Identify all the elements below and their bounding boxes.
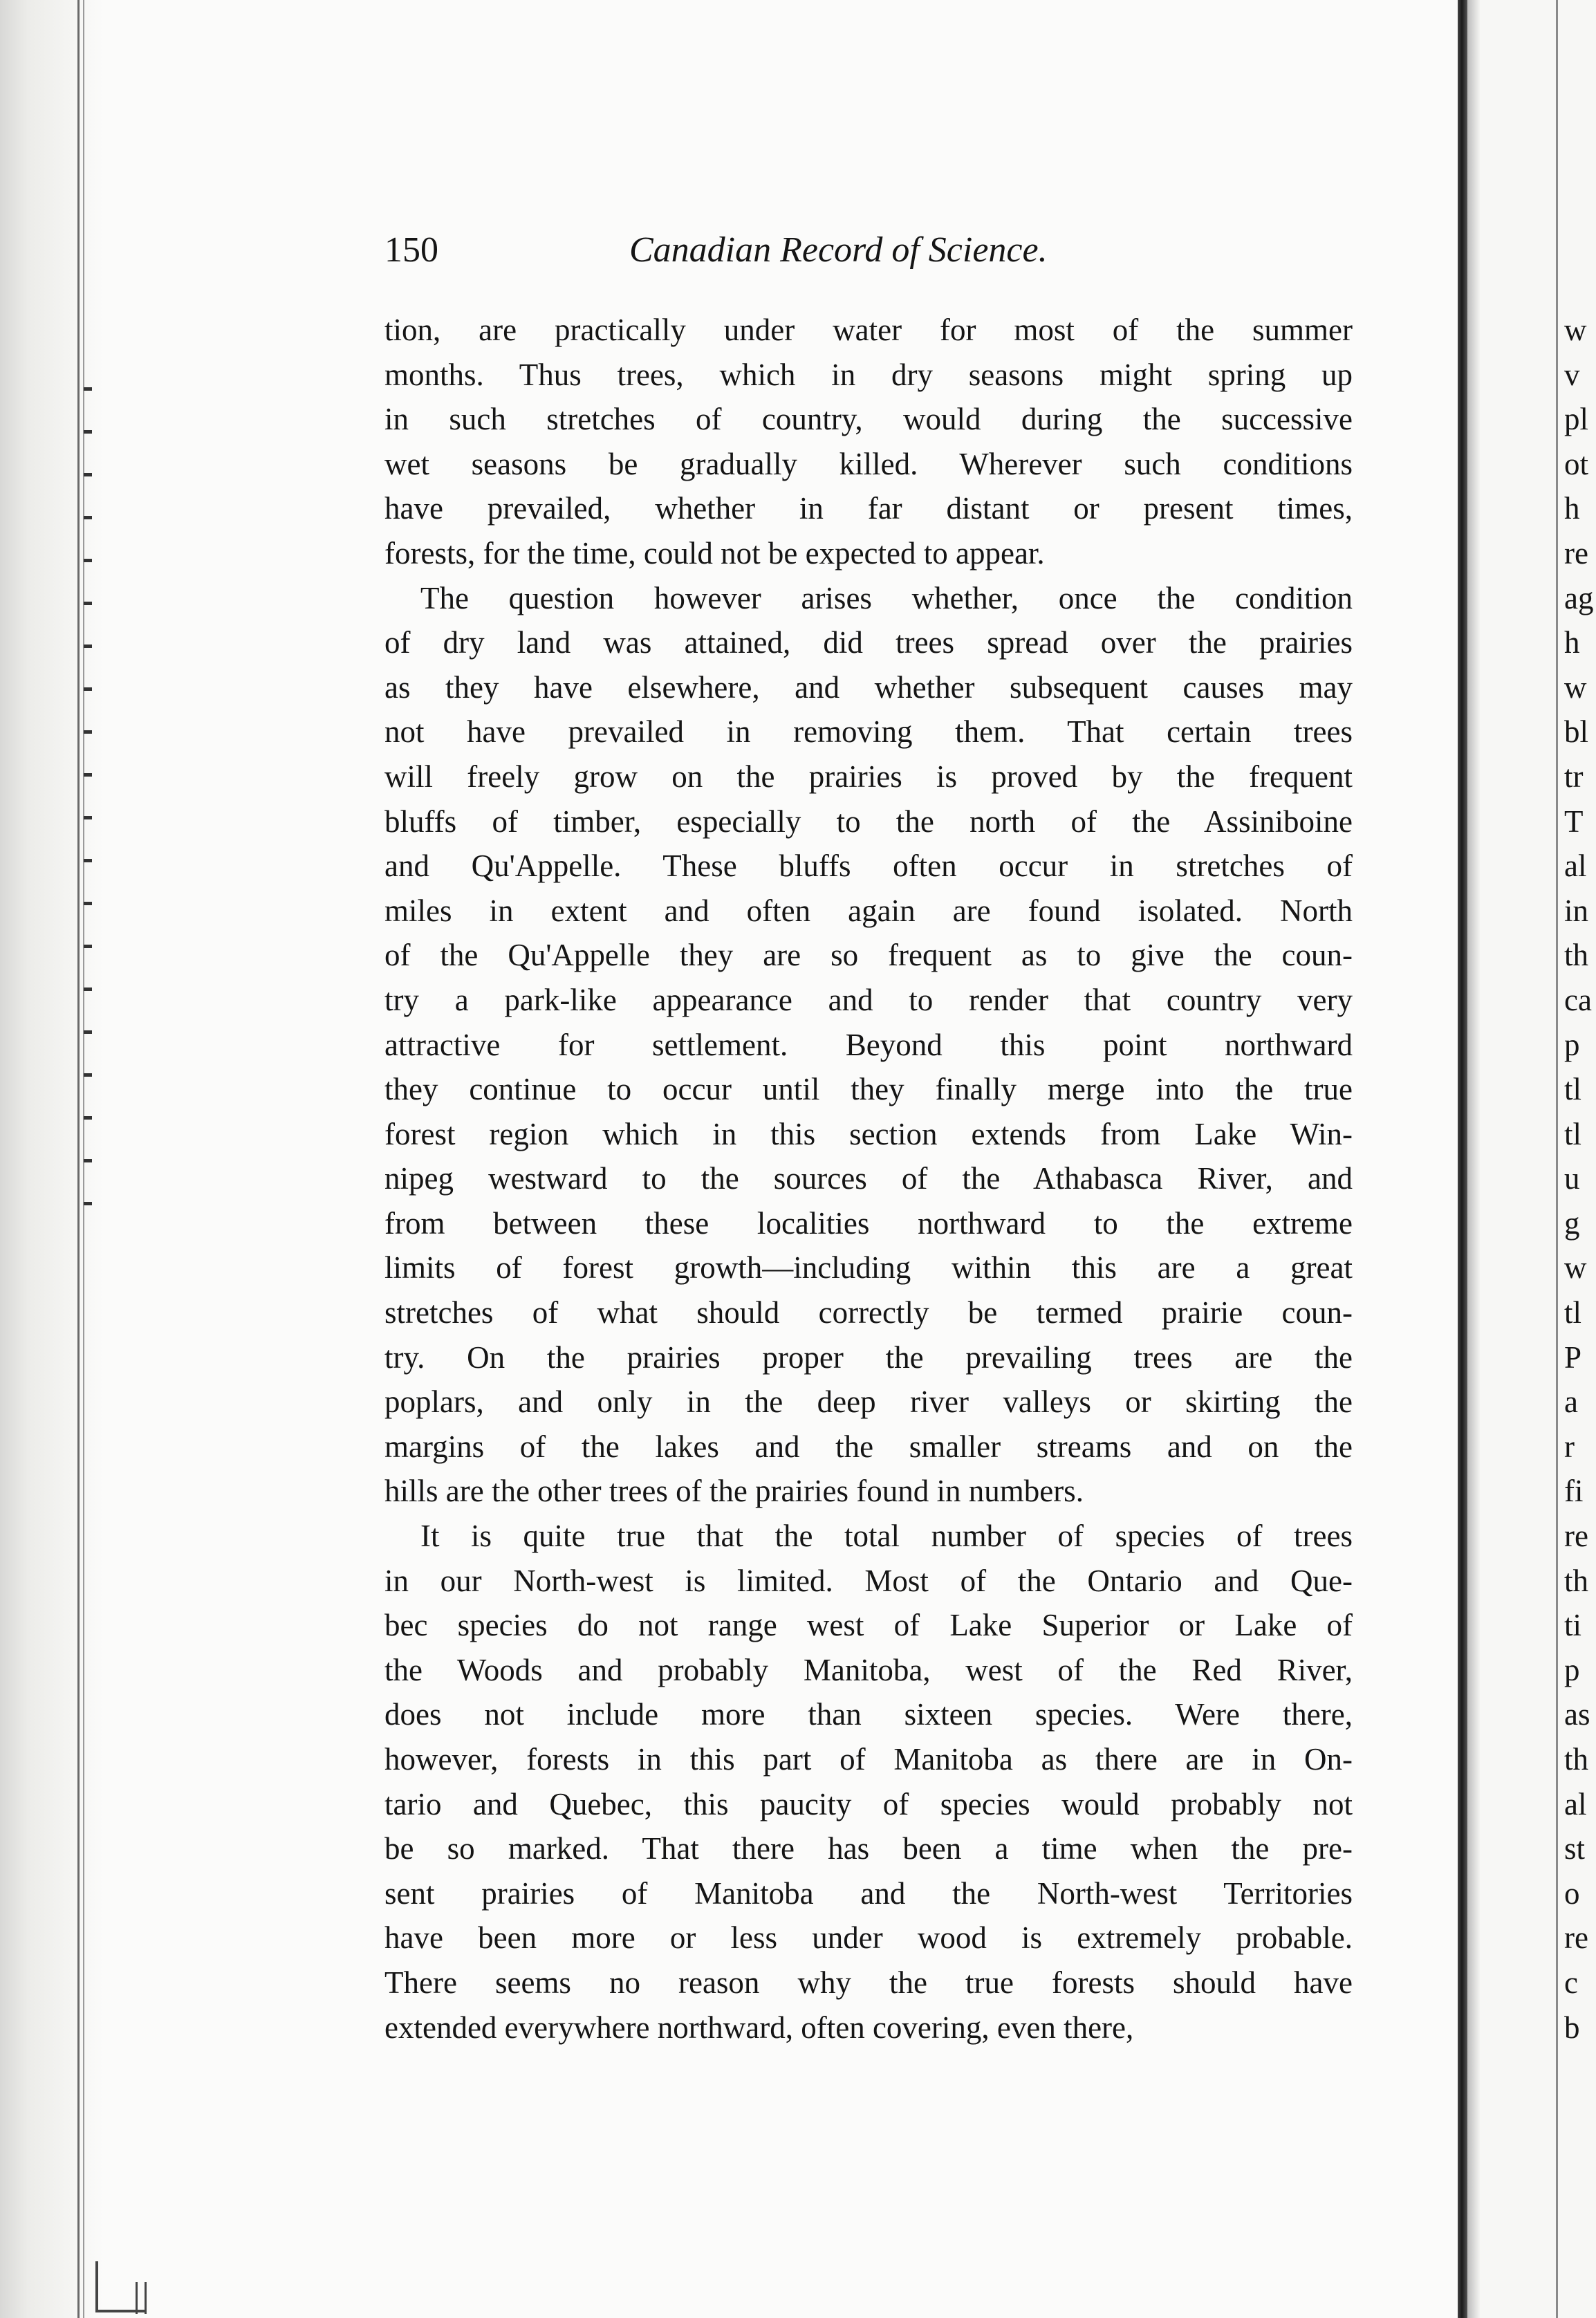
text-line: not have prevailed in removing them. That certain trees	[384, 714, 1353, 750]
facing-page-fragment: tr	[1564, 759, 1584, 794]
page-number: 150	[384, 230, 438, 270]
text-line: of dry land was attained, did trees spread over the prairies	[384, 625, 1353, 660]
facing-page-fragment: tl	[1564, 1295, 1582, 1330]
facing-page-fragment: b	[1564, 2010, 1580, 2045]
facing-page-fragment: r	[1564, 1429, 1575, 1464]
text-line: months. Thus trees, which in dry seasons might spring up	[384, 357, 1353, 392]
text-line: have been more or less under wood is extremely probable.	[384, 1920, 1353, 1956]
facing-page-fragment: pl	[1564, 402, 1589, 437]
text-line: the Woods and probably Manitoba, west of the Red River,	[384, 1652, 1353, 1687]
text-line: nipeg westward to the sources of the Athabasca River, and	[384, 1161, 1353, 1196]
facing-page-fragment: ot	[1564, 446, 1589, 481]
text-line: limits of forest growth—including within this are a great	[384, 1250, 1353, 1286]
facing-page-fragment: al	[1564, 1786, 1587, 1821]
text-line: miles in extent and often again are found isolated. North	[384, 893, 1353, 928]
text-line: sent prairies of Manitoba and the North-west Territories	[384, 1875, 1353, 1911]
text-line: attractive for settlement. Beyond this point northward	[384, 1027, 1353, 1062]
corner-tab-mark	[136, 2282, 147, 2314]
text-line: stretches of what should correctly be termed prairie coun-	[384, 1295, 1353, 1330]
facing-page-fragment: th	[1564, 1563, 1589, 1598]
facing-page-fragment: fi	[1564, 1474, 1584, 1509]
gutter-shadow	[1467, 0, 1480, 2318]
facing-page-fragment: w	[1564, 669, 1587, 705]
text-line: from between these localities northward to the extreme	[384, 1205, 1353, 1241]
facing-page-fragment: tl	[1564, 1072, 1582, 1107]
text-line: as they have elsewhere, and whether subsequent causes may	[384, 669, 1353, 705]
facing-page-fragment: in	[1564, 893, 1589, 928]
text-line: however, forests in this part of Manitoba as there are in On-	[384, 1742, 1353, 1777]
facing-page-fragment: c	[1564, 1965, 1578, 2000]
facing-page-fragment: w	[1564, 1250, 1587, 1286]
running-header	[384, 223, 1353, 278]
text-line: bec species do not range west of Lake Superior or Lake of	[384, 1608, 1353, 1643]
text-line: and Qu'Appelle. These bluffs often occur in stretches of	[384, 849, 1353, 884]
text-line: It is quite true that the total number of species of trees	[420, 1519, 1353, 1554]
facing-page-fragment: w	[1564, 313, 1587, 347]
facing-page-fragment: th	[1564, 938, 1589, 973]
text-line: forest region which in this section extends from Lake Win-	[384, 1116, 1353, 1151]
body-text	[384, 308, 1353, 2050]
text-line: will freely grow on the prairies is proved by the frequent	[384, 759, 1353, 794]
text-line: be so marked. That there has been a time when the pre-	[384, 1831, 1353, 1866]
facing-page-fragment: bl	[1564, 714, 1589, 750]
facing-page-fragment: st	[1564, 1831, 1586, 1866]
left-binding-rule	[77, 0, 80, 2318]
facing-page-fragment: h	[1564, 625, 1580, 660]
text-line: poplars, and only in the deep river valleys or skirting the	[384, 1384, 1353, 1420]
facing-page-fragment: p	[1564, 1652, 1580, 1687]
facing-page-fragment: th	[1564, 1742, 1589, 1777]
facing-page-fragment: ti	[1564, 1608, 1582, 1643]
text-line: try. On the prairies proper the prevailing trees are the	[384, 1339, 1353, 1375]
text-line: margins of the lakes and the smaller streams and on the	[384, 1429, 1353, 1464]
facing-page-fragment: re	[1564, 535, 1588, 571]
facing-page-fragment: as	[1564, 1697, 1590, 1732]
facing-page-fragment: g	[1564, 1205, 1580, 1241]
text-line: try a park-like appearance and to render that country very	[384, 982, 1353, 1017]
text-line: hills are the other trees of the prairies found in numbers.	[384, 1474, 1084, 1509]
facing-page-fragment: ca	[1564, 982, 1592, 1017]
text-line: have prevailed, whether in far distant or present times,	[384, 491, 1353, 526]
text-line: does not include more than sixteen species. Were there,	[384, 1697, 1353, 1732]
facing-page-fragment: ag	[1564, 580, 1594, 615]
facing-page-fragment: v	[1564, 357, 1580, 392]
text-line: extended everywhere northward, often covering, even there,	[384, 2010, 1134, 2045]
facing-page-fragment: a	[1564, 1384, 1578, 1420]
book-spine-gutter	[1458, 0, 1467, 2318]
facing-page-fragment: re	[1564, 1920, 1588, 1956]
facing-page-fragment: al	[1564, 849, 1587, 884]
text-line: in such stretches of country, would during the successive	[384, 402, 1353, 437]
facing-page-edge	[1556, 0, 1558, 2318]
facing-page-fragment: o	[1564, 1875, 1580, 1911]
facing-page-fragment: T	[1564, 804, 1584, 839]
text-line: they continue to occur until they finally merge into the true	[384, 1072, 1353, 1107]
text-line: of the Qu'Appelle they are so frequent as to give the coun-	[384, 938, 1353, 973]
facing-page-fragment: re	[1564, 1519, 1588, 1554]
facing-page-fragment: u	[1564, 1161, 1580, 1196]
facing-page-fragment: tl	[1564, 1116, 1582, 1151]
text-line: wet seasons be gradually killed. Wherever such conditions	[384, 446, 1353, 481]
facing-page-fragment: h	[1564, 491, 1580, 526]
text-line: in our North-west is limited. Most of the Ontario and Que-	[384, 1563, 1353, 1598]
binding-stitch-marks	[84, 387, 92, 1245]
facing-page-text-fragments	[1564, 308, 1596, 2050]
text-line: The question however arises whether, once the condition	[420, 580, 1353, 615]
text-line: bluffs of timber, especially to the north of the Assiniboine	[384, 804, 1353, 839]
running-title: Canadian Record of Science.	[629, 230, 1048, 270]
text-line: forests, for the time, could not be expected to appear.	[384, 535, 1045, 571]
facing-page-fragment: p	[1564, 1027, 1580, 1062]
facing-page-fragment: P	[1564, 1339, 1582, 1375]
text-line: tion, are practically under water for most of the summer	[384, 313, 1353, 347]
text-line: tario and Quebec, this paucity of species would probably not	[384, 1786, 1353, 1821]
text-line: There seems no reason why the true forests should have	[384, 1965, 1353, 2000]
